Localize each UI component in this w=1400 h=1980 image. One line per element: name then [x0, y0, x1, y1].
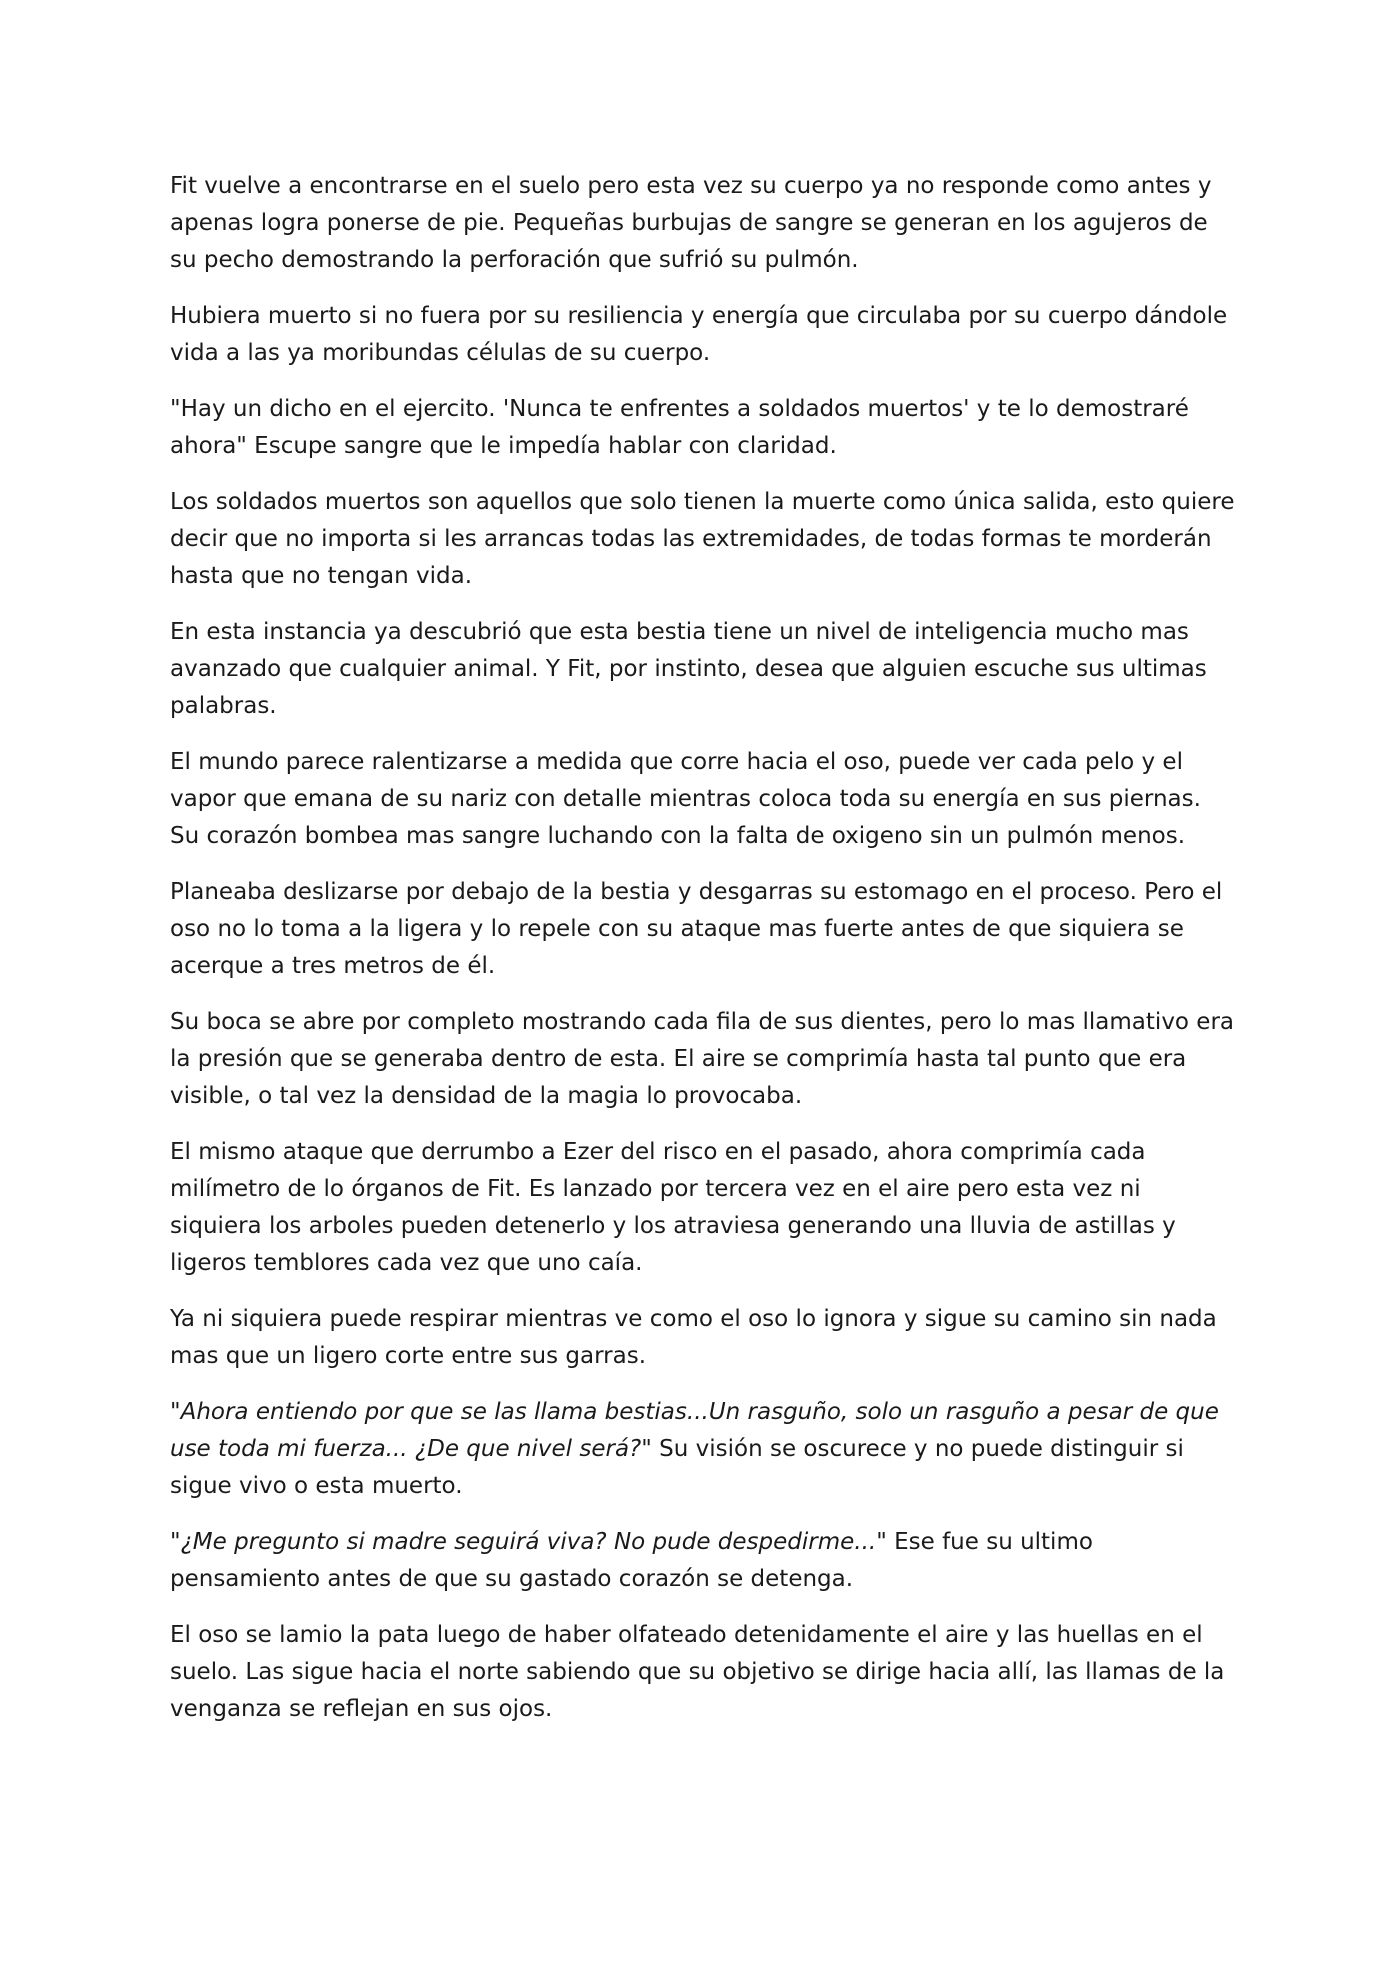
paragraph-9	[170, 1134, 1236, 1282]
text-run: "Hay un dicho en el ejercito. 'Nunca te enfrentes a soldados muertos' y te lo demostraré ahora" Escupe sangre que le impedía hablar con claridad.	[170, 396, 1189, 459]
italic-text: ¿Me pregunto si madre seguirá viva? No pude despedirme...	[180, 1529, 877, 1555]
paragraph-1	[170, 168, 1236, 279]
paragraph-10	[170, 1301, 1236, 1375]
text-run: El oso se lamio la pata luego de haber olfateado detenidamente el aire y las huellas en el suelo. Las sigue hacia el norte sabiendo que su objetivo se dirige hacia allí, las llamas de la venganza se reflejan en sus ojos.	[170, 1622, 1225, 1722]
text-run: Los soldados muertos son aquellos que solo tienen la muerte como única salida, esto quiere decir que no importa si les arrancas todas las extremidades, de todas formas te morderán hasta que no tengan vida.	[170, 489, 1235, 589]
paragraph-11	[170, 1394, 1236, 1505]
paragraph-5	[170, 614, 1236, 725]
paragraph-4	[170, 484, 1236, 595]
text-run: El mismo ataque que derrumbo a Ezer del risco en el pasado, ahora comprimía cada milímetro de lo órganos de Fit. Es lanzado por tercera vez en el aire pero esta vez ni siquiera los arboles pueden detenerlo y los atraviesa generando una lluvia de astillas y ligeros temblores cada vez que uno caía.	[170, 1139, 1176, 1276]
paragraph-2	[170, 298, 1236, 372]
text-run: El mundo parece ralentizarse a medida que corre hacia el oso, puede ver cada pelo y el vapor que emana de su nariz con detalle mientras coloca toda su energía en sus piernas. Su corazón bombea mas sangre luchando con la falta de oxigeno sin un pulmón menos.	[170, 749, 1201, 849]
text-run: Hubiera muerto si no fuera por su resiliencia y energía que circulaba por su cuerpo dándole vida a las ya moribundas células de su cuerpo.	[170, 303, 1228, 366]
text-run: Su boca se abre por completo mostrando cada fila de sus dientes, pero lo mas llamativo era la presión que se generaba dentro de esta. El aire se comprimía hasta tal punto que era visible, o tal vez la densidad de la magia lo provocaba.	[170, 1009, 1235, 1109]
text-run: "	[170, 1399, 181, 1425]
paragraph-12	[170, 1524, 1236, 1598]
text-run: Planeaba deslizarse por debajo de la bestia y desgarras su estomago en el proceso. Pero el oso no lo toma a la ligera y lo repele con su ataque mas fuerte antes de que siquiera se acerque a tres metros de él.	[170, 879, 1223, 979]
text-run: Ya ni siquiera puede respirar mientras ve como el oso lo ignora y sigue su camino sin nada mas que un ligero corte entre sus garras.	[170, 1306, 1217, 1369]
text-run: " Su visión se oscurece y no puede distinguir si sigue vivo o esta muerto.	[170, 1436, 1184, 1499]
paragraph-8	[170, 1004, 1236, 1115]
paragraph-7	[170, 874, 1236, 985]
text-run: Fit vuelve a encontrarse en el suelo pero esta vez su cuerpo ya no responde como antes y apenas logra ponerse de pie. Pequeñas burbujas de sangre se generan en los agujeros de su pecho demostrando la perforación que sufrió su pulmón.	[170, 173, 1212, 273]
paragraph-6	[170, 744, 1236, 855]
text-run: " Ese fue su ultimo pensamiento antes de que su gastado corazón se detenga.	[170, 1529, 1093, 1592]
text-run: "	[170, 1529, 181, 1555]
paragraph-13	[170, 1617, 1236, 1728]
body-text	[170, 168, 1236, 1747]
text-run: En esta instancia ya descubrió que esta bestia tiene un nivel de inteligencia mucho mas avanzado que cualquier animal. Y Fit, por instinto, desea que alguien escuche sus ultimas palabras.	[170, 619, 1207, 719]
paragraph-3	[170, 391, 1236, 465]
italic-text: Ahora entiendo por que se las llama bestias...Un rasguño, solo un rasguño a pesar de que use toda mi fuerza... ¿De que nivel será?	[170, 1399, 1219, 1462]
